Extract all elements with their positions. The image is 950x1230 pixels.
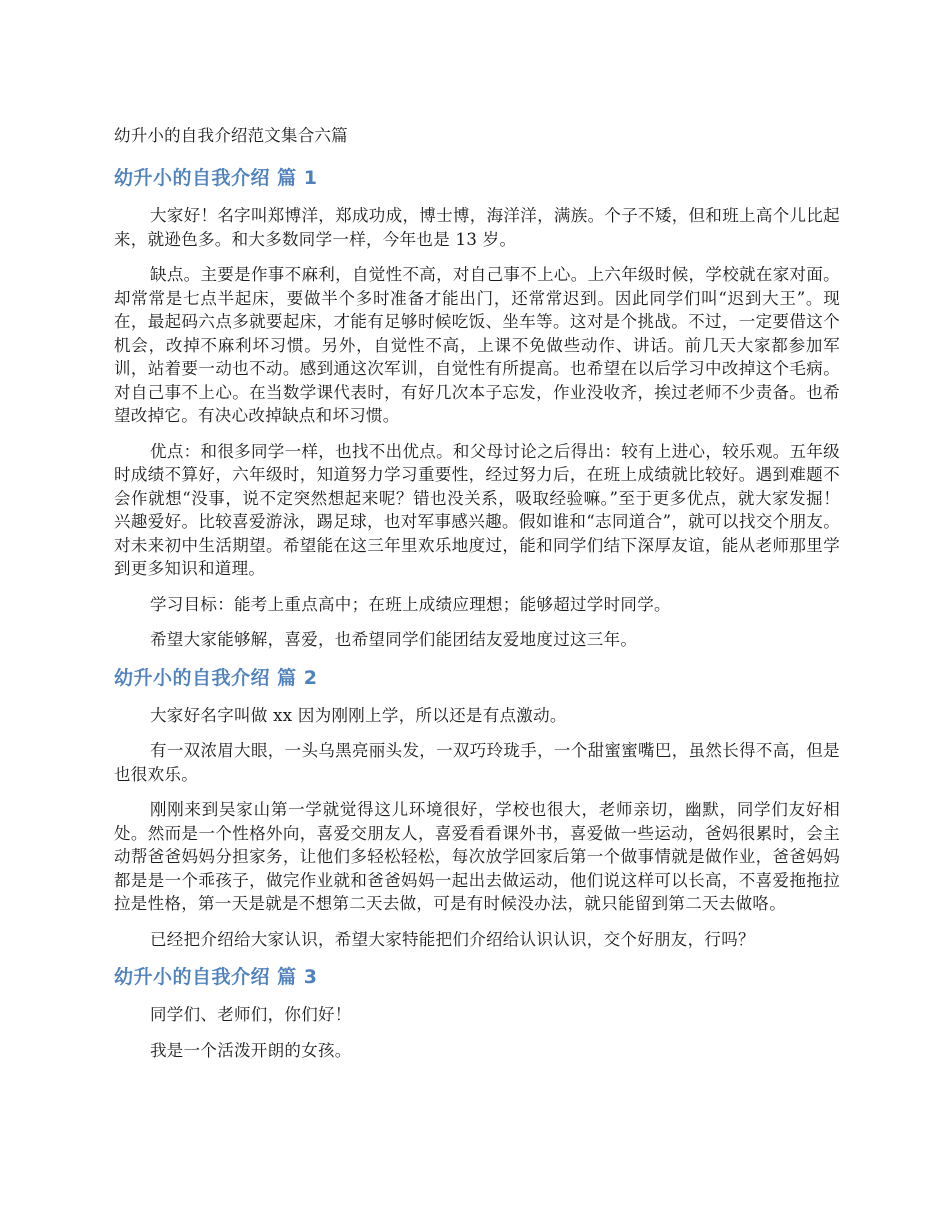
section-heading: 幼升小的自我介绍 篇 3 (114, 966, 318, 988)
paragraph: 我是一个活泼开朗的女孩。 (150, 1040, 352, 1060)
document-title: 幼升小的自我介绍范文集合六篇 (114, 126, 348, 145)
section-heading: 幼升小的自我介绍 篇 1 (114, 167, 318, 189)
paragraph: 大家好！名字叫郑博洋，郑成功成，博士博，海洋洋，满族。个子不矮，但和班上高个儿比起来，就逊色多。和大多数同学一样，今年也是 13 岁。 (114, 206, 840, 249)
paragraph: 有一双浓眉大眼，一头乌黑亮丽头发，一双巧玲珑手，一个甜蜜蜜嘴巴，虽然长得不高，但是也很欢乐。 (114, 741, 840, 784)
paragraph: 优点：和很多同学一样，也找不出优点。和父母讨论之后得出：较有上进心，较乐观。五年级时成绩不算好，六年级时，知道努力学习重要性，经过努力后，在班上成绩就比较好。遇到难题不会作就想“没事，说不定突然想起来呢？错也没关系，吸取经验嘛。”至于更多优点，就大家发掘！兴趣爱好。比较喜爱游泳，踢足球，也对军事感兴趣。假如谁和“志同道合”，就可以找交个朋友。对未来初中生活期望。希望能在这三年里欢乐地度过，能和同学们结下深厚友谊，能从老师那里学到更多知识和道理。 (114, 441, 840, 578)
paragraph: 希望大家能够解，喜爱，也希望同学们能团结友爱地度过这三年。 (150, 630, 638, 649)
section-3 (114, 963, 840, 1062)
section-2 (114, 664, 840, 952)
paragraph: 同学们、老师们，你们好！ (150, 1005, 352, 1024)
section-heading: 幼升小的自我介绍 篇 2 (114, 666, 318, 689)
paragraph: 缺点。主要是作事不麻利，自觉性不高，对自己事不上心。上六年级时候，学校就在家对面。却常常是七点半起床，要做半个多时准备才能出门，还常常迟到。因此同学们叫“迟到大王”。现在，最起码六点多就要起床，才能有足够时候吃饭、坐车等。这对是个挑战。不过，一定要借这个机会，改掉不麻利坏习惯。另外，自觉性不高，上课不免做些动作、讲话。前几天大家都参加军训，站着要一动也不动。感到通这次军训，自觉性有所提高。也希望在以后学习中改掉这个毛病。对自己事不上心。在当数学课代表时，有好几次本子忘发，作业没收齐，挨过老师不少责备。也希望改掉它。有决心改掉缺点和坏习惯。 (114, 265, 840, 425)
paragraph: 已经把介绍给大家认识，希望大家特能把们介绍给认识认识，交个好朋友，行吗？ (150, 929, 755, 949)
paragraph: 大家好名字叫做 xx 因为刚刚上学，所以还是有点激动。 (150, 705, 567, 725)
document-page (114, 124, 840, 1074)
section-1 (114, 164, 840, 652)
paragraph: 学习目标：能考上重点高中；在班上成绩应理想；能够超过学时同学。 (150, 594, 671, 614)
paragraph: 刚刚来到吴家山第一学就觉得这儿环境很好，学校也很大，老师亲切，幽默，同学们友好相处。然而是一个性格外向，喜爱交朋友人，喜爱看看课外书，喜爱做一些运动，爸妈很累时，会主动帮爸爸妈妈分担家务，让他们多轻松轻松，每次放学回家后第一个做事情就是做作业，爸爸妈妈都是是一个乖孩子，做完作业就和爸爸妈妈一起出去做运动，他们说这样可以长高，不喜爱拖拖拉拉是性格，第一天是就是不想第二天去做，可是有时候没办法，就只能留到第二天去做咯。 (114, 800, 840, 913)
